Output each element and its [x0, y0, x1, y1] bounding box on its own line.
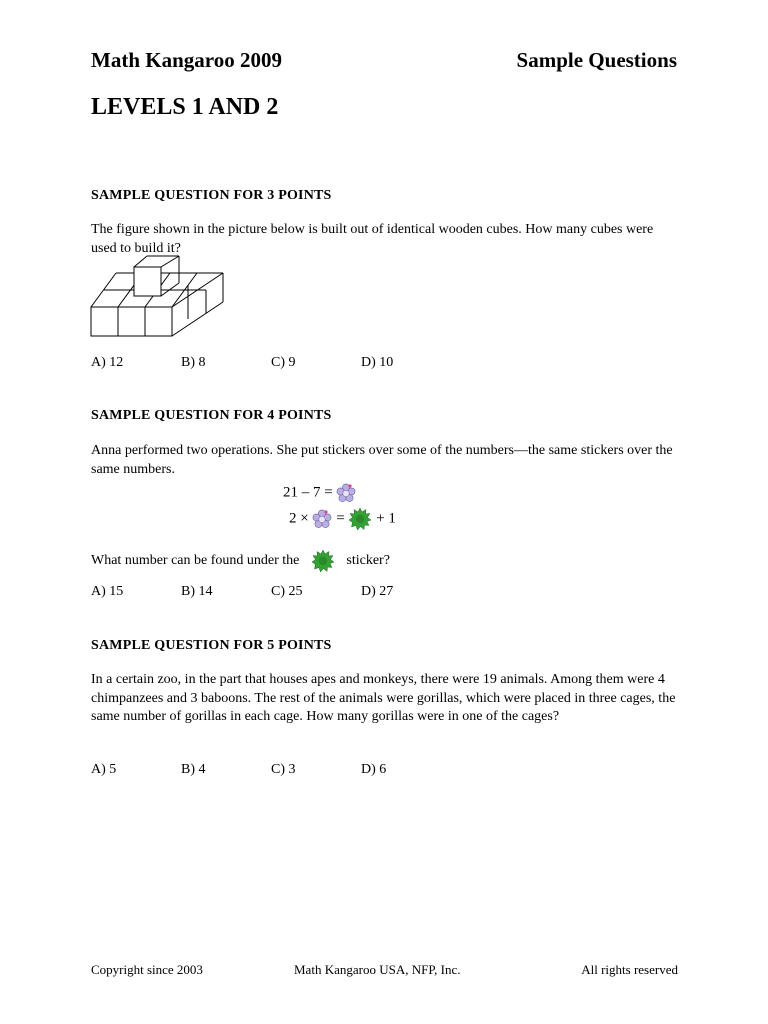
q3-answer-c: C) 3 — [271, 762, 296, 777]
eq2-right: + 1 — [376, 510, 396, 527]
footer-organization: Math Kangaroo USA, NFP, Inc. — [294, 962, 461, 977]
eq2-equals: = — [336, 510, 345, 527]
green-flower-sticker-icon — [348, 507, 372, 531]
q2-question — [91, 549, 390, 573]
equation-1 — [283, 483, 356, 503]
q3-text: In a certain zoo, in the part that houses apes and monkeys, there were 19 animals. Among them were 4 chimpanzees and 3 baboons. The rest of the animals were gorillas, which were placed in three cages, the same number of gorillas in each cage. How many gorillas were in one of the cages? — [91, 672, 676, 724]
q2-heading: SAMPLE QUESTION FOR 4 POINTS — [91, 408, 332, 423]
q1-heading: SAMPLE QUESTION FOR 3 POINTS — [91, 188, 332, 203]
eq2-left: 2 × — [289, 510, 309, 527]
equation-2 — [289, 507, 396, 531]
q1-answer-a: A) 12 — [91, 355, 124, 370]
q2-answer-b: B) 14 — [181, 584, 213, 599]
levels-title: LEVELS 1 AND 2 — [91, 94, 279, 120]
q3-heading: SAMPLE QUESTION FOR 5 POINTS — [91, 638, 332, 653]
green-flower-sticker-icon — [311, 549, 335, 573]
purple-flower-sticker-icon — [336, 483, 356, 503]
q1-text: The figure shown in the picture below is built out of identical wooden cubes. How many cubes were used to build it? — [91, 222, 654, 256]
q1-answer-d: D) 10 — [361, 355, 394, 370]
q2-answer-a: A) 15 — [91, 584, 124, 599]
q2-question-after: sticker? — [346, 553, 390, 569]
q1-answer-b: B) 8 — [181, 355, 206, 370]
eq1-left: 21 – 7 = — [283, 484, 333, 501]
header-title: Math Kangaroo 2009 — [91, 48, 282, 72]
q2-answer-d: D) 27 — [361, 584, 394, 599]
purple-flower-sticker-icon — [312, 509, 332, 529]
q1-answer-c: C) 9 — [271, 355, 296, 370]
q2-text: Anna performed two operations. She put stickers over some of the numbers—the same stickers over the same numbers. — [91, 443, 673, 477]
q3-answer-a: A) 5 — [91, 762, 117, 777]
footer-rights: All rights reserved — [581, 962, 678, 977]
q3-answer-d: D) 6 — [361, 762, 387, 777]
q2-question-before: What number can be found under the — [91, 553, 300, 569]
header-subtitle: Sample Questions — [516, 48, 677, 72]
q3-answer-b: B) 4 — [181, 762, 206, 777]
cube-figure-icon — [88, 255, 228, 339]
q2-answer-c: C) 25 — [271, 584, 303, 599]
footer-copyright: Copyright since 2003 — [91, 962, 203, 977]
